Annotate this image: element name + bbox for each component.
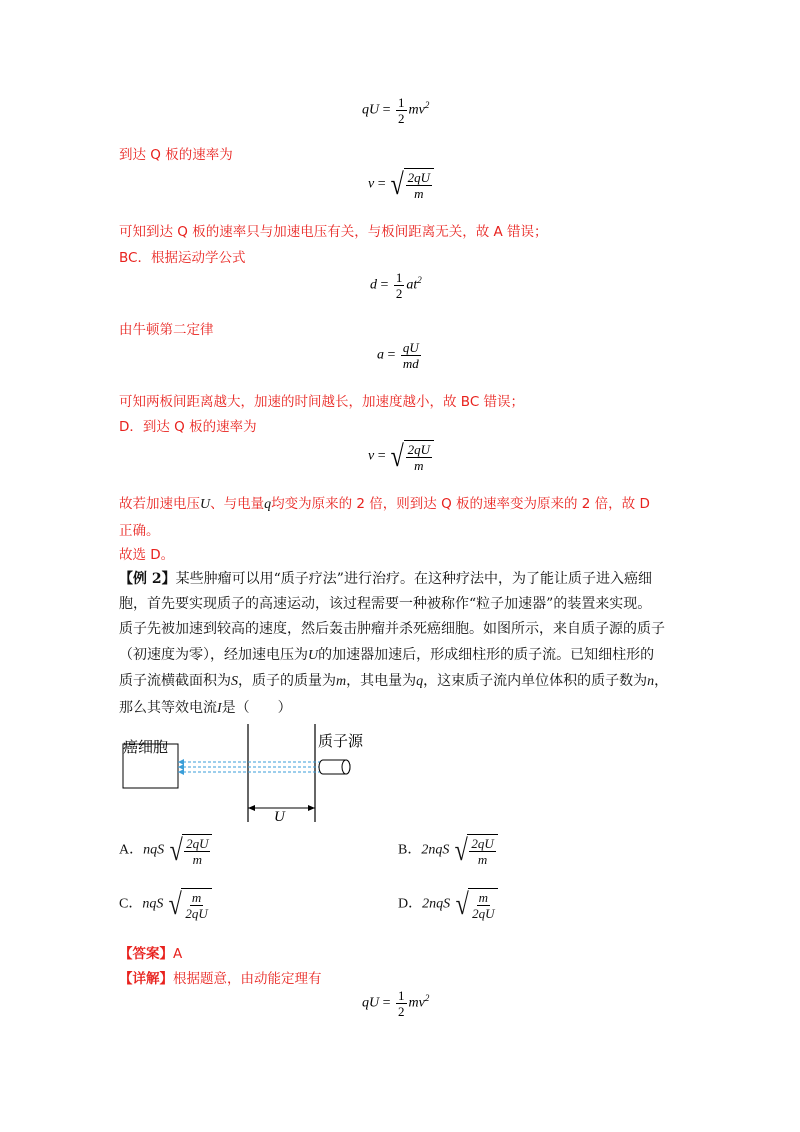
question-line: 质子流横截面积为S，质子的质量为m，其电量为q，这束质子流内单位体积的质子数为n， xyxy=(119,673,669,689)
text-line: 故若加速电压U、与电量q均变为原来的 2 倍，则到达 Q 板的速率变为原来的 2 倍，故 D xyxy=(119,496,650,512)
text-line: D．到达 Q 板的速率为 xyxy=(119,419,257,435)
proton-source-label: 质子源 xyxy=(318,732,364,750)
text-line: 由牛顿第二定律 xyxy=(119,322,214,338)
equation-energy-1: qU = $\frac{1}{2}$ $mv^2$ xyxy=(362,95,430,126)
text-line: BC．根据运动学公式 xyxy=(119,250,246,266)
text-line: 正确。 xyxy=(119,523,160,539)
text-line: 到达 Q 板的速率为 xyxy=(119,147,233,163)
answer-line: 【答案】A xyxy=(119,946,183,962)
question-line: 【例 2】某些肿瘤可以用“质子疗法”进行治疗。在这种疗法中，为了能让质子进入癌细 xyxy=(119,571,652,587)
option-b[interactable]: B．2nqS √ $\frac{2qU}{m}$ xyxy=(398,834,498,867)
detail-line: 【详解】根据题意，由动能定理有 xyxy=(119,971,322,987)
option-a[interactable]: A．nqS √ $\frac{2qU}{m}$ xyxy=(119,834,212,867)
equation-velocity-1: v = √ $\frac{2qU}{m}$ xyxy=(368,168,434,201)
equation-velocity-2: v = √ $\frac{2qU}{m}$ xyxy=(368,440,434,473)
text-line: 可知到达 Q 板的速率只与加速电压有关，与板间距离无关，故 A 错误； xyxy=(119,224,548,240)
question-line: 胞，首先要实现质子的高速运动，该过程需要一种被称作“粒子加速器”的装置来实现。 xyxy=(119,596,652,612)
voltage-label: U xyxy=(274,809,285,825)
question-line: 质子先被加速到较高的速度，然后轰击肿瘤并杀死癌细胞。如图所示，来自质子源的质子 xyxy=(119,621,665,637)
text-line: 故选 D。 xyxy=(119,547,175,563)
equation-distance: d = $\frac{1}{2}$ $at^2$ xyxy=(370,270,422,301)
question-line: （初速度为零），经加速电压为U的加速器加速后，形成细柱形的质子流。已知细柱形的 xyxy=(119,647,655,663)
option-c[interactable]: C．nqS √ $\frac{m}{2qU}$ xyxy=(119,888,212,921)
equation-energy-2: qU = $\frac{1}{2}$ $mv^2$ xyxy=(362,988,430,1019)
cancer-cell-label: 癌细胞 xyxy=(123,738,169,756)
question-line: 那么其等效电流I是（ ） xyxy=(119,700,292,716)
text-line: 可知两板间距离越大，加速的时间越长，加速度越小，故 BC 错误； xyxy=(119,394,525,410)
option-d[interactable]: D．2nqS √ $\frac{m}{2qU}$ xyxy=(398,888,498,921)
equation-acceleration: a = $\frac{qU}{md}$ xyxy=(377,340,419,371)
